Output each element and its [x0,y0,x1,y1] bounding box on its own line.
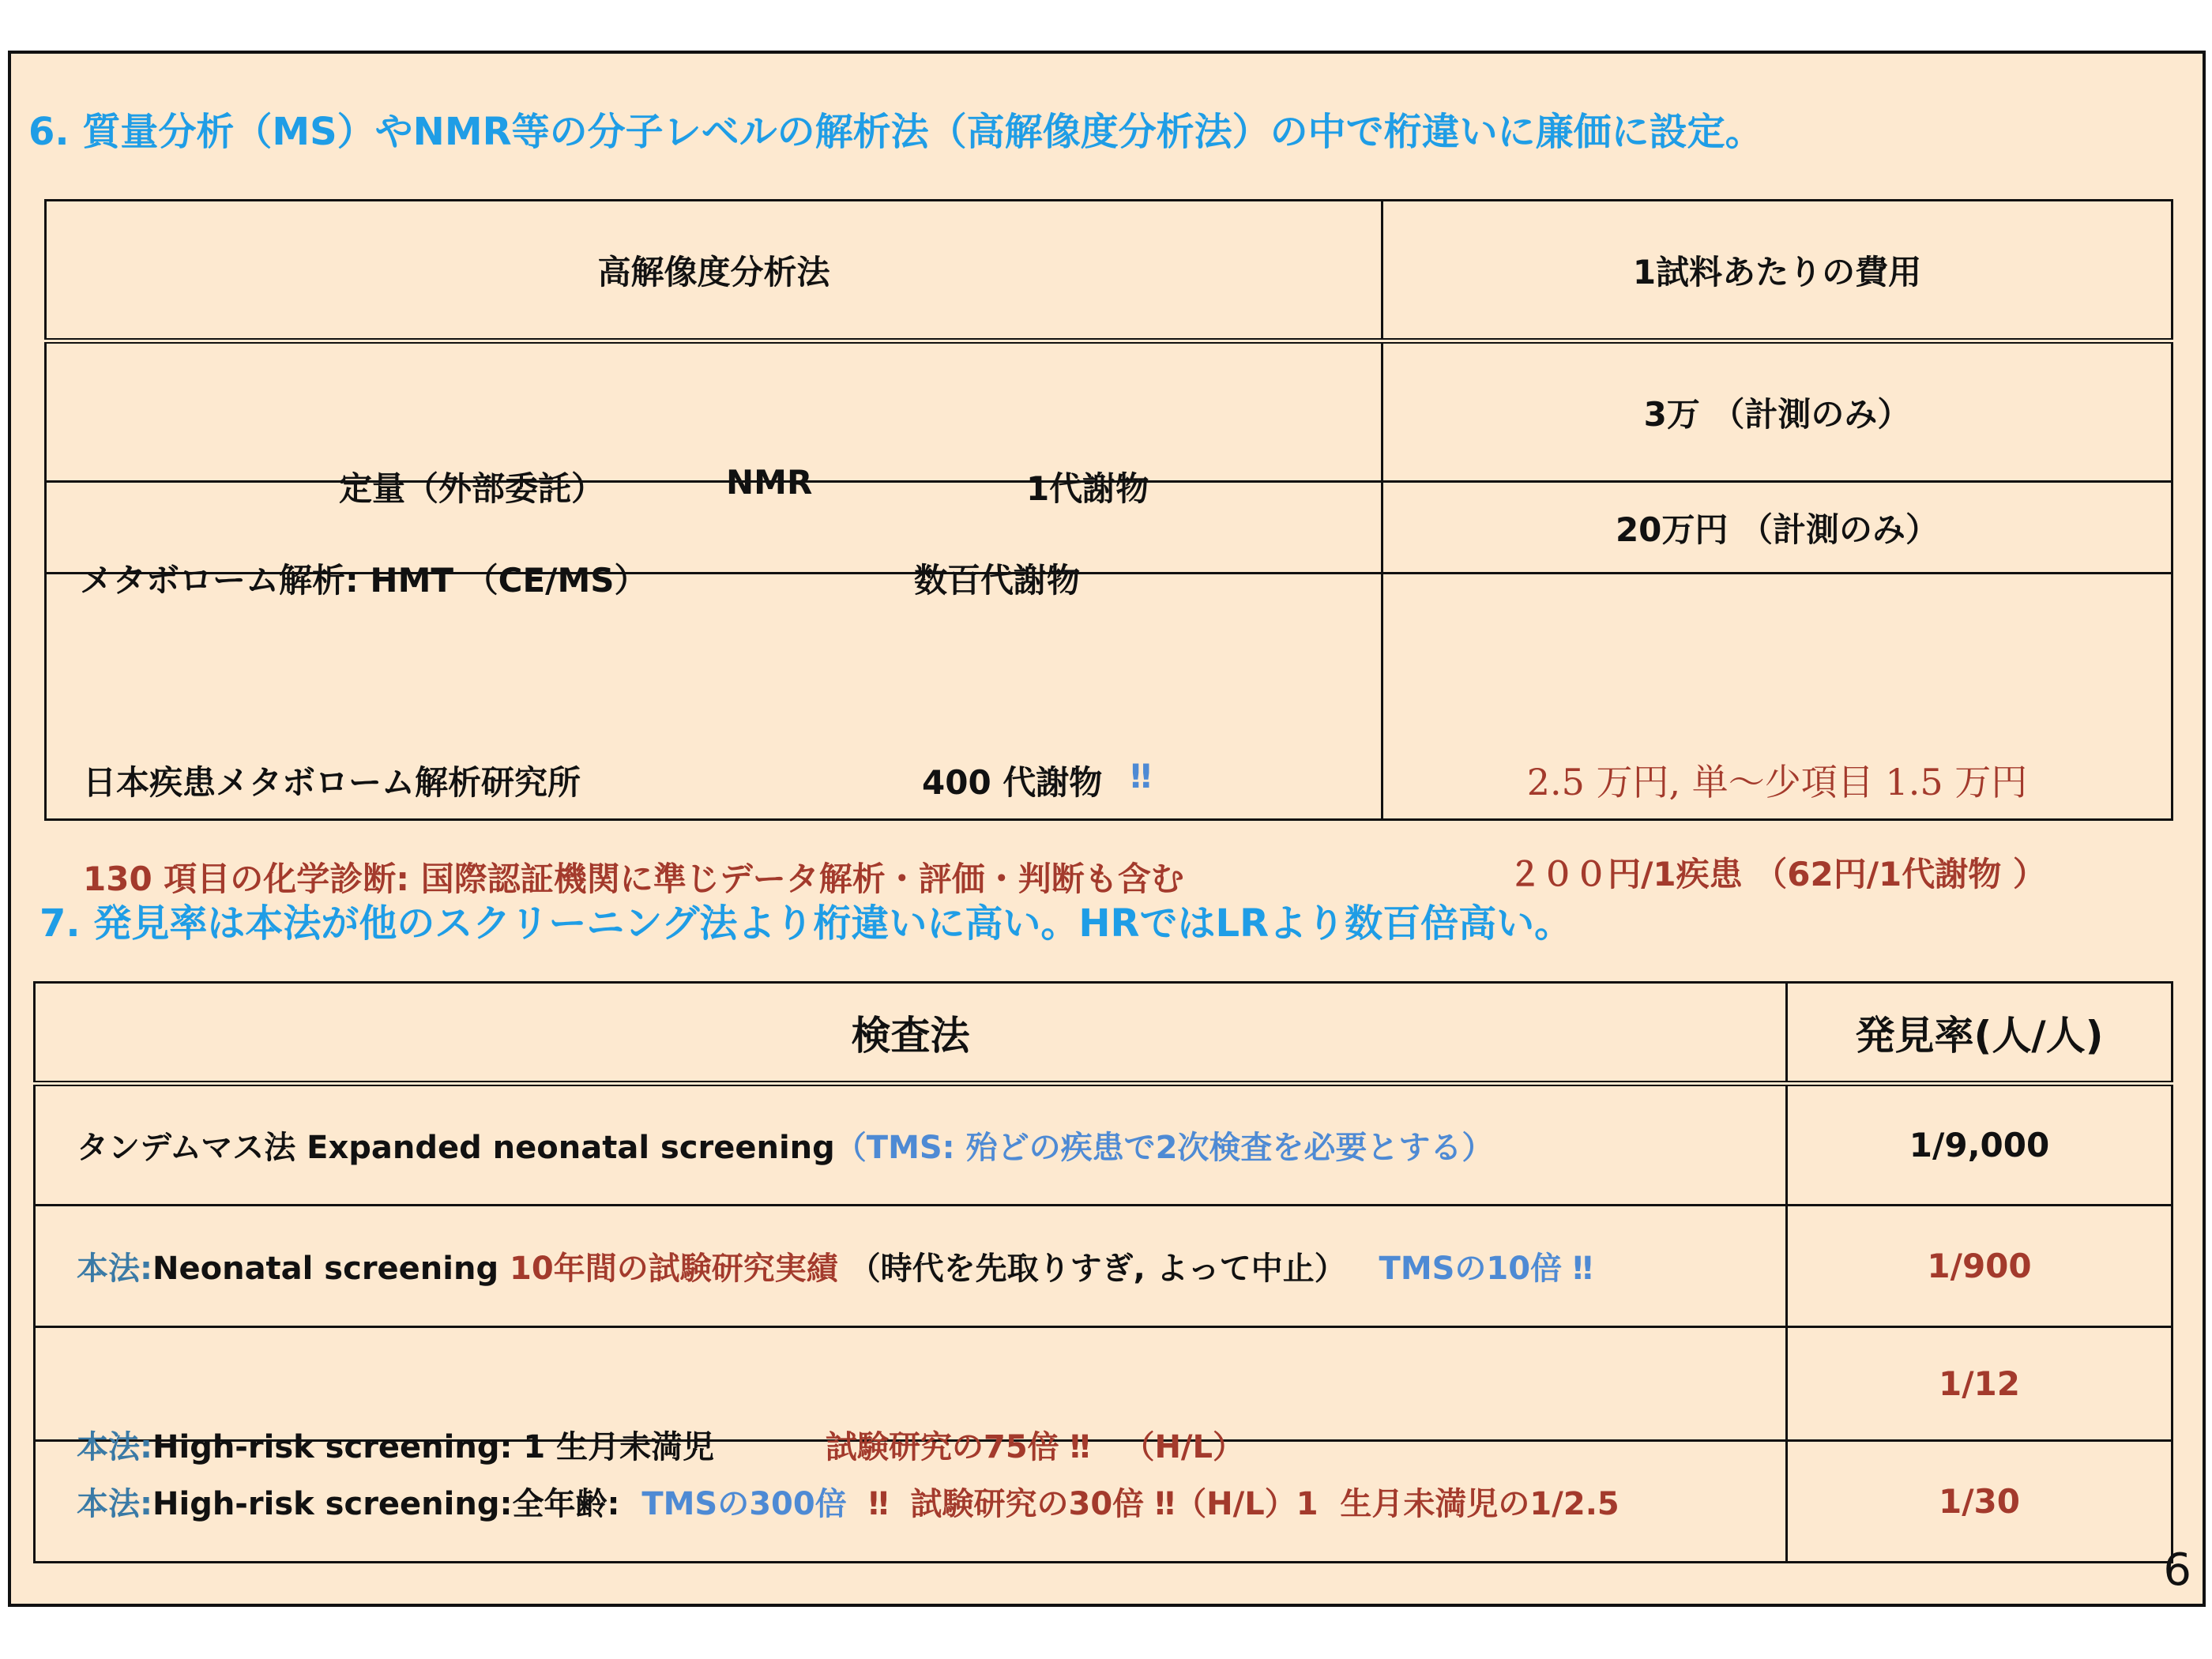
header-method: 検査法 [851,1012,970,1059]
method-comparison-tms: TMSの300倍 [641,1486,869,1522]
metabolite-count: 1代謝物 [1026,468,1149,508]
rate-cell [1787,1084,2172,1206]
table-header-row [46,201,2172,341]
rate-value: 1/900 [1927,1247,2032,1285]
page-number: 6 [2163,1544,2191,1596]
rate-value: 1/9,000 [1909,1126,2050,1164]
method-name: High-risk screening: 1 生月未満児 [152,1428,715,1465]
header-method-cell [35,983,1787,1084]
metabolite-count: 数百代謝物 [914,560,1081,600]
detection-rate-table [33,981,2173,1563]
table-row [35,1327,2172,1441]
method-cell [35,1206,1787,1327]
method-prefix: 本法: [77,1251,152,1287]
cost-cell [1382,482,2172,574]
method-technique: NMR [726,462,813,502]
table-header-row [35,983,2172,1084]
method-label: 日本疾患メタボローム解析研究所 [83,762,581,802]
section-6-heading: 6. 質量分析（MS）やNMR等の分子レベルの解析法（高解像度分析法）の中で桁違いに廉価に設定。 [28,110,1763,154]
method-cell [46,341,1382,508]
method-label: 定量（外部委託） [339,468,605,508]
method-track-record: 10年間の試験研究実績 [510,1251,838,1287]
rate-cell [1787,1206,2172,1327]
method-note: （TMS: 殆どの疾患で2次検査を必要とする） [834,1130,1494,1166]
header-rate-cell [1787,983,2172,1084]
table-row [46,341,2172,482]
metabolite-count: 400 代謝物 [922,762,1103,802]
cost-value: 2.5 万円, 単～少項目 1.5 万円 [1526,760,2028,803]
method-comparison: TMSの10倍 ‼ [1379,1251,1593,1287]
header-cost: 1試料あたりの費用 [1632,252,1922,292]
method-cell [46,574,1382,898]
method-prefix: 本法: [77,1486,152,1522]
cost-value: 20万円 （計測のみ） [1615,510,1939,549]
cost-cell [1382,574,2172,893]
table-row [46,574,2172,820]
method-comparison-study: ‼ 試験研究の30倍 ‼（H/L）1 生月未満児の1/2.5 [868,1486,1620,1522]
emphasis-mark: ‼ [1130,756,1152,796]
rate-value: 1/30 [1938,1482,2020,1521]
method-label: メタボローム解析: HMT （CE/MS） [80,560,648,600]
analysis-cost-table [44,199,2173,898]
table-row [35,1206,2172,1327]
header-method-cell [46,201,1382,341]
rate-cell [1787,1441,2172,1563]
method-cell [46,482,1382,600]
cost-value: 3万 （計測のみ） [1643,394,1911,434]
header-cost-cell [1382,201,2172,341]
cost-per-disease: ２００円/1疾患 （62円/1代謝物 ） [1508,854,2046,893]
method-name: タンデムマス法 Expanded neonatal screening [77,1130,835,1166]
table-row [35,1084,2172,1206]
header-rate: 発見率(人/人) [1855,1012,2104,1059]
method-note: （時代を先取りすぎ, よって中止） [837,1251,1379,1287]
header-method: 高解像度分析法 [597,252,830,292]
rate-cell [1787,1327,2172,1441]
method-cell [35,1084,1787,1206]
method-name: High-risk screening:全年齢: [152,1486,642,1522]
method-sub-label: 130 項目の化学診断: 国際認証機関に準じデータ解析・評価・判断も含む [83,859,1184,898]
method-name: Neonatal screening [152,1251,510,1287]
method-cell [35,1327,1787,1465]
cost-cell [1382,341,2172,482]
slide [8,51,2206,1607]
method-prefix: 本法: [77,1428,152,1465]
rate-value: 1/12 [1938,1364,2020,1403]
method-comparison: 試験研究の75倍 ‼ （H/L） [826,1428,1245,1465]
section-7-heading: 7. 発見率は本法が他のスクリーニング法より桁違いに高い。HRではLRより数百倍高い。 [40,901,1573,946]
